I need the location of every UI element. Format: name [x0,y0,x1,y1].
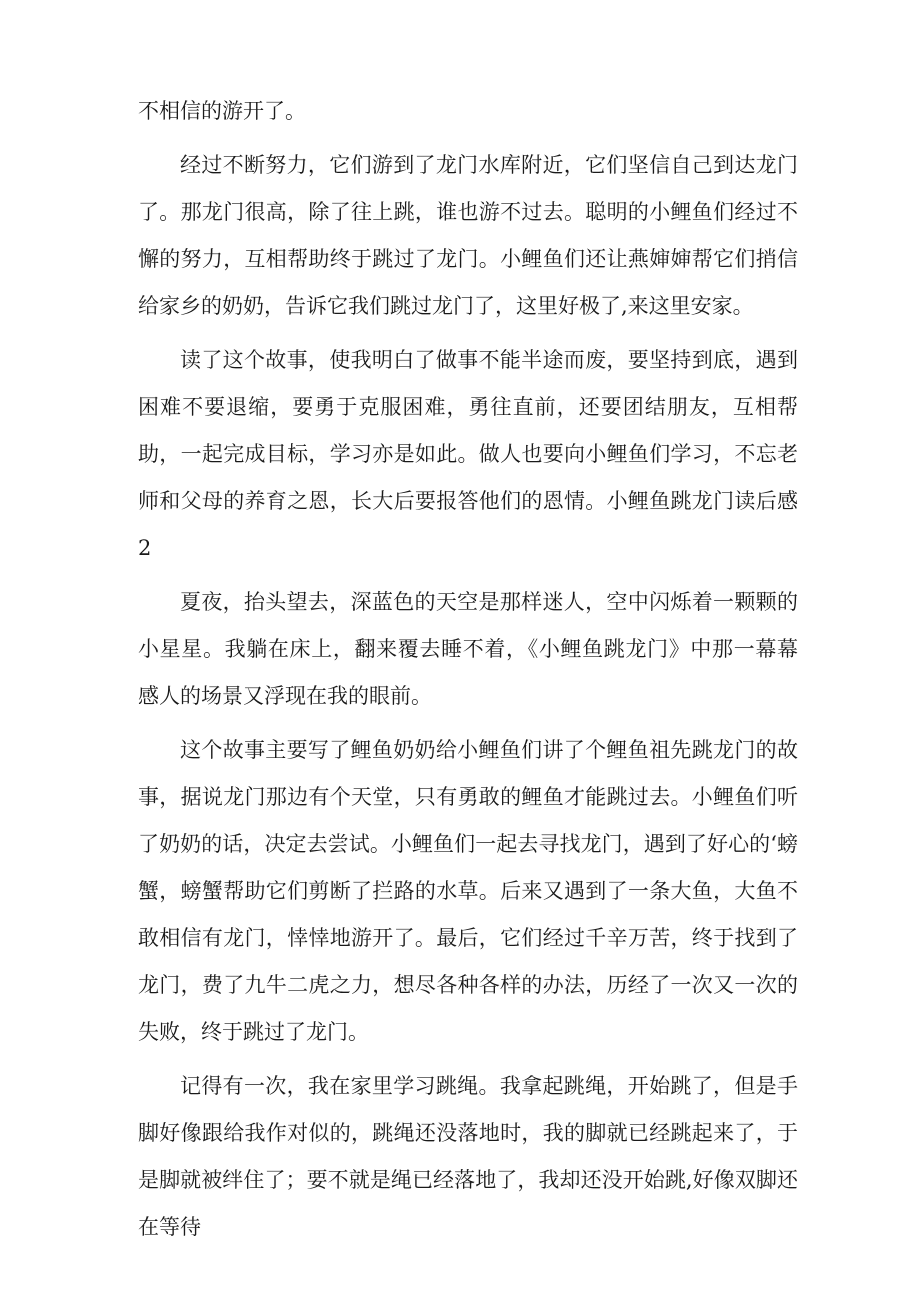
paragraph-2: 经过不断努力，它们游到了龙门水库附近，它们坚信自己到达龙门了。那龙门很高，除了往上跳，谁也游不过去。聪明的小鲤鱼们经过不懈的努力，互相帮助终于跳过了龙门。小鲤鱼们还让燕婶婶帮它们捎信给家乡的奶奶，告诉它我们跳过龙门了，这里好极了,来这里安家。 [138,153,798,318]
paragraph-4: 夏夜，抬头望去，深蓝色的天空是那样迷人，空中闪烁着一颗颗的小星星。我躺在床上，翻来覆去睡不着，《小鲤鱼跳龙门》中那一幕幕感人的场景又浮现在我的眼前。 [138,590,798,708]
body-text [138,88,798,1258]
paragraph-1: 不相信的游开了。 [138,99,306,123]
paragraph-6: 记得有一次，我在家里学习跳绳。我拿起跳绳，开始跳了，但是手脚好像跟给我作对似的，跳绳还没落地时，我的脚就已经跳起来了，于是脚就被绊住了；要不就是绳已经落地了，我却还没开始跳,好像双脚还在等待 [138,1074,798,1239]
paragraph-3: 读了这个故事，使我明白了做事不能半途而废，要坚持到底，遇到困难不要退缩，要勇于克服困难，勇往直前，还要团结朋友，互相帮助，一起完成目标，学习亦是如此。做人也要向小鲤鱼们学习，不忘老师和父母的养育之恩，长大后要报答他们的恩情。小鲤鱼跳龙门读后感2 [138,348,798,560]
paragraph-5: 这个故事主要写了鲤鱼奶奶给小鲤鱼们讲了个鲤鱼祖先跳龙门的故事，据说龙门那边有个天堂，只有勇敢的鲤鱼才能跳过去。小鲤鱼们听了奶奶的话，决定去尝试。小鲤鱼们一起去寻找龙门，遇到了好心的‘螃蟹，螃蟹帮助它们剪断了拦路的水草。后来又遇到了一条大鱼，大鱼不敢相信有龙门，悻悻地游开了。最后，它们经过千辛万苦，终于找到了龙门，费了九牛二虎之力，想尽各种各样的办法，历经了一次又一次的失败，终于跳过了龙门。 [138,738,798,1044]
